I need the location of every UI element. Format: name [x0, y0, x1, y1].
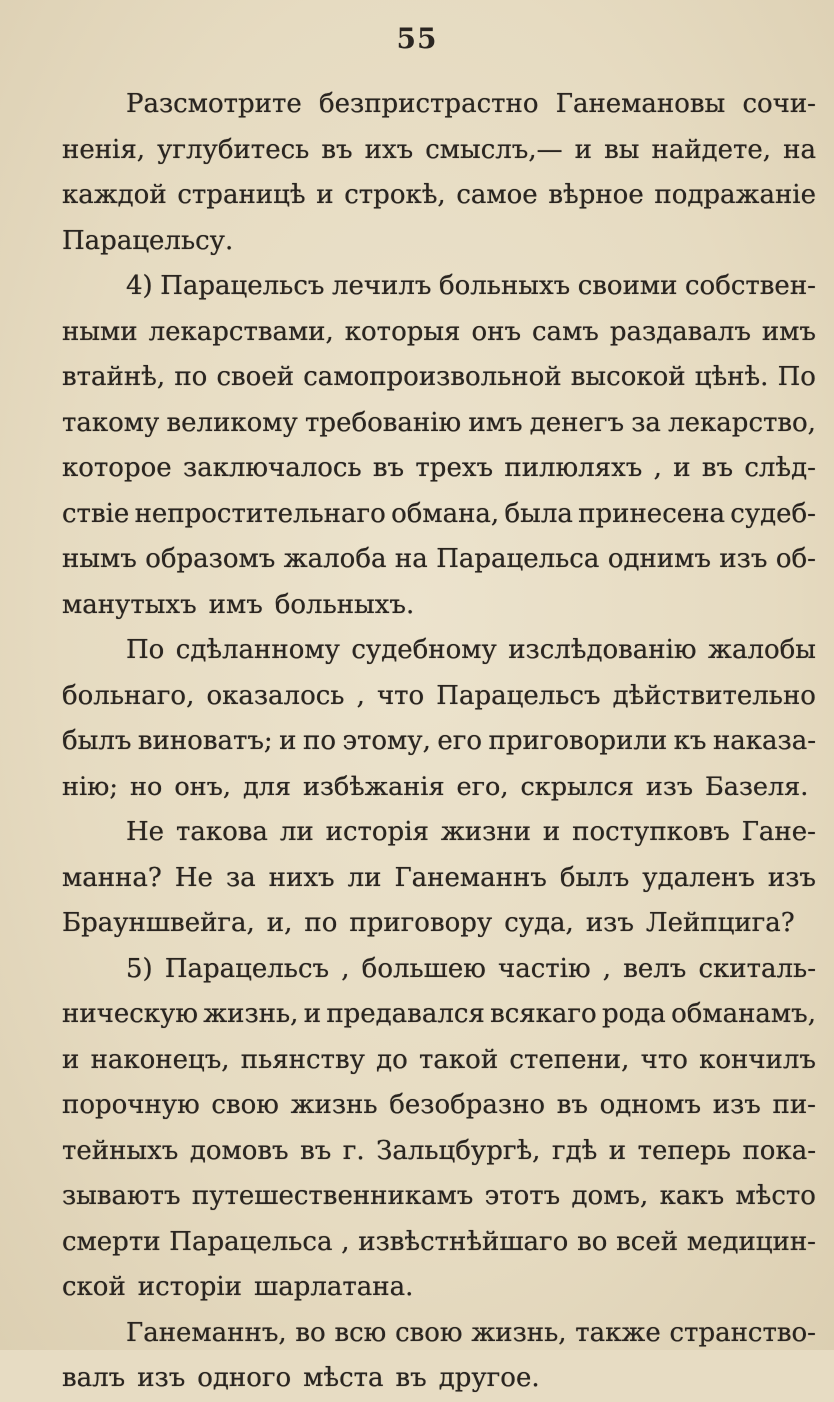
text-body — [62, 82, 816, 1402]
paragraph — [62, 82, 816, 264]
text-line: былъ виноватъ; и по этому, его приговорили къ наказа- — [62, 726, 816, 756]
text-line: манна? Не за нихъ ли Ганеманнъ былъ удаленъ изъ — [62, 862, 816, 893]
text-line: ными лекарствами, которыя онъ самъ раздавалъ имъ — [62, 316, 816, 347]
text-line: Ганеманнъ, во всю свою жизнь, также странство- — [126, 1317, 816, 1348]
paragraph — [62, 628, 816, 810]
text-line: каждой страницѣ и строкѣ, самое вѣрное подражаніе — [62, 180, 816, 210]
text-line: ненія, углубитесь въ ихъ смыслъ,— и вы найдете, на — [62, 134, 816, 165]
text-line: Брауншвейга, и, по приговору суда, изъ Лейпцига? — [62, 908, 795, 938]
page-number: 55 — [396, 22, 438, 55]
text-line: смерти Парацельса , извѣстнѣйшаго во всей медицин- — [62, 1226, 816, 1257]
text-line: 4) Парацельсъ лечилъ больныхъ своими собствен- — [126, 271, 816, 301]
paragraph — [62, 264, 816, 628]
text-line: валъ изъ одного мѣста въ другое. — [62, 1363, 540, 1393]
text-line: порочную свою жизнь безобразно въ одномъ изъ пи- — [62, 1090, 816, 1120]
text-line: ской исторіи шарлатана. — [62, 1272, 414, 1302]
text-line: Разсмотрите безпристрастно Ганемановы сочи- — [126, 89, 816, 119]
text-line: По сдѣланному судебному изслѣдованію жалобы — [126, 635, 816, 665]
text-line: 5) Парацельсъ , большею частію , велъ скиталь- — [126, 953, 816, 984]
text-line: втайнѣ, по своей самопроизвольной высокой цѣнѣ. По — [62, 362, 816, 392]
text-line: тейныхъ домовъ въ г. Зальцбургѣ, гдѣ и теперь пока- — [62, 1135, 816, 1166]
paragraph — [62, 810, 816, 947]
text-line: Не такова ли исторія жизни и поступковъ Гане- — [126, 817, 816, 847]
text-line: Парацельсу. — [62, 225, 234, 256]
text-line: и наконецъ, пьянству до такой степени, что кончилъ — [62, 1044, 816, 1075]
paragraph — [62, 947, 816, 1311]
text-line: зываютъ путешественникамъ этотъ домъ, какъ мѣсто — [62, 1181, 816, 1211]
text-line: такому великому требованію имъ денегъ за лекарство, — [62, 407, 816, 438]
text-line: нымъ образомъ жалоба на Парацельса однимъ изъ об- — [62, 544, 816, 574]
text-line: больнаго, оказалось , что Парацельсъ дѣйствительно — [62, 680, 816, 711]
text-line: нію; но онъ, для избѣжанія его, скрылся изъ Базеля. — [62, 771, 809, 802]
text-line: ствіе непростительнаго обмана, была принесена судеб- — [62, 498, 816, 529]
paragraph — [62, 1311, 816, 1402]
text-line: ническую жизнь, и предавался всякаго рода обманамъ, — [62, 999, 816, 1029]
text-line: которое заключалось въ трехъ пилюляхъ , и въ слѣд- — [62, 453, 816, 483]
text-line: манутыхъ имъ больныхъ. — [62, 589, 415, 620]
